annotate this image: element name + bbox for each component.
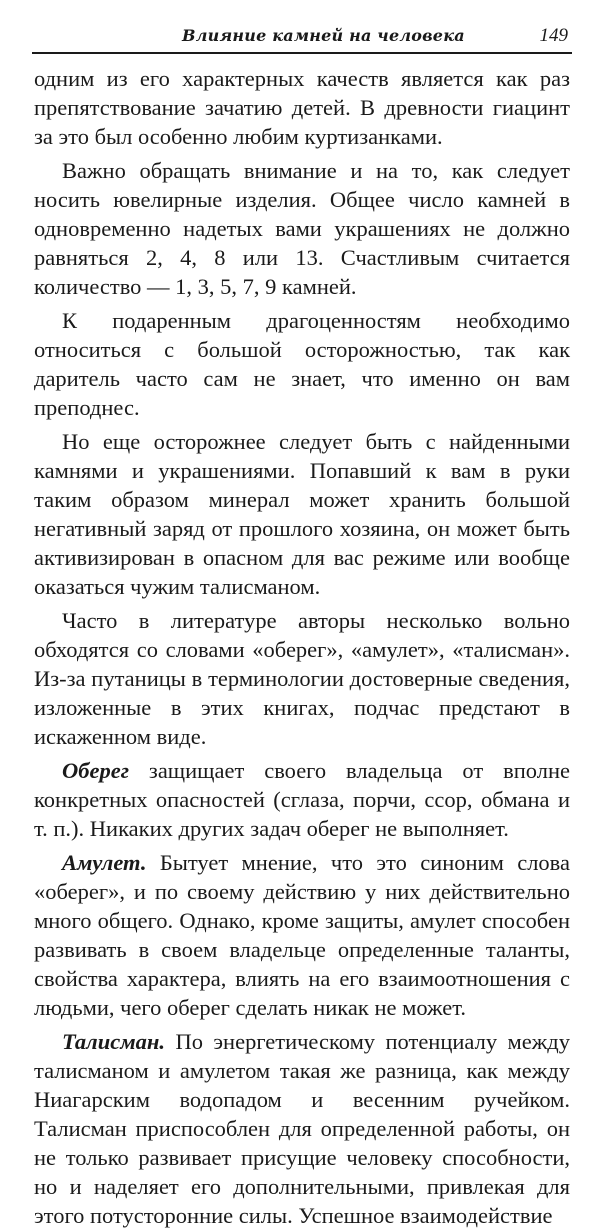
paragraph-text: Важно обращать внимание и на то, как следует носить ювелирные изделия. Общее число камней в одновременно надетых вами украшениях не должно равняться 2, 4, 8 или 13. Счастливым считается количество — 1, 3, 5, 7, 9 камней. [34, 158, 570, 299]
paragraph-text: одним из его характерных качеств является как раз препятствование зачатию детей. В древности гиацинт за это был особенно любим куртизанками. [34, 66, 570, 149]
paragraph [34, 156, 570, 301]
definition-paragraph [34, 1027, 570, 1230]
term-talisman: Талисман. [62, 1029, 166, 1054]
paragraph-text: К подаренным драгоценностям необходимо относиться с большой осторожностью, так как даритель часто сам не знает, что именно он вам преподнес. [34, 308, 570, 420]
paragraph-text: Но еще осторожнее следует быть с найденными камнями и украшениями. Попавший к вам в руки таким образом минерал может хранить большой негативный заряд от прошлого хозяина, он может быть активизирован в опасном для вас режиме или вообще оказаться чужим талисманом. [34, 429, 570, 599]
running-title: Влияние камней на человека [182, 26, 465, 45]
paragraph [34, 64, 570, 151]
paragraph [34, 606, 570, 751]
term-oberег: Оберег [62, 758, 130, 783]
definition-text: защищает своего владельца от вполне конкретных опасностей (сглаза, порчи, ссор, обмана и т. п.). Никаких других задач оберег не выполняет. [34, 758, 570, 841]
definition-paragraph [34, 756, 570, 843]
paragraph [34, 306, 570, 422]
definition-text: Бытует мнение, что это синоним слова «оберег», и по своему действию у них действительно много общего. Однако, кроме защиты, амулет способен развивать в своем владельце определенные таланты, свойства характера, влиять на его взаимоотношения с людьми, чего оберег сделать никак не может. [34, 850, 570, 1020]
paragraph-text: Часто в литературе авторы несколько вольно обходятся со словами «оберег», «амулет», «талисман». Из-за путаницы в терминологии достоверные сведения, изложенные в этих книгах, подчас предстают в искаженном виде. [34, 608, 570, 749]
body-text [34, 64, 570, 1230]
term-amulet: Амулет. [62, 850, 147, 875]
paragraph [34, 427, 570, 601]
page-number: 149 [539, 25, 568, 46]
definition-paragraph [34, 848, 570, 1022]
definition-text: По энергетическому потенциалу между талисманом и амулетом такая же разница, как между Ниагарским водопадом и весенним ручейком. Талисман приспособлен для определенной работы, он не только развивает присущие человеку способности, но и наделяет его дополнительными, привлекая для этого потусторонние силы. Успешное взаимодействие [34, 1029, 570, 1228]
running-header [32, 22, 572, 54]
